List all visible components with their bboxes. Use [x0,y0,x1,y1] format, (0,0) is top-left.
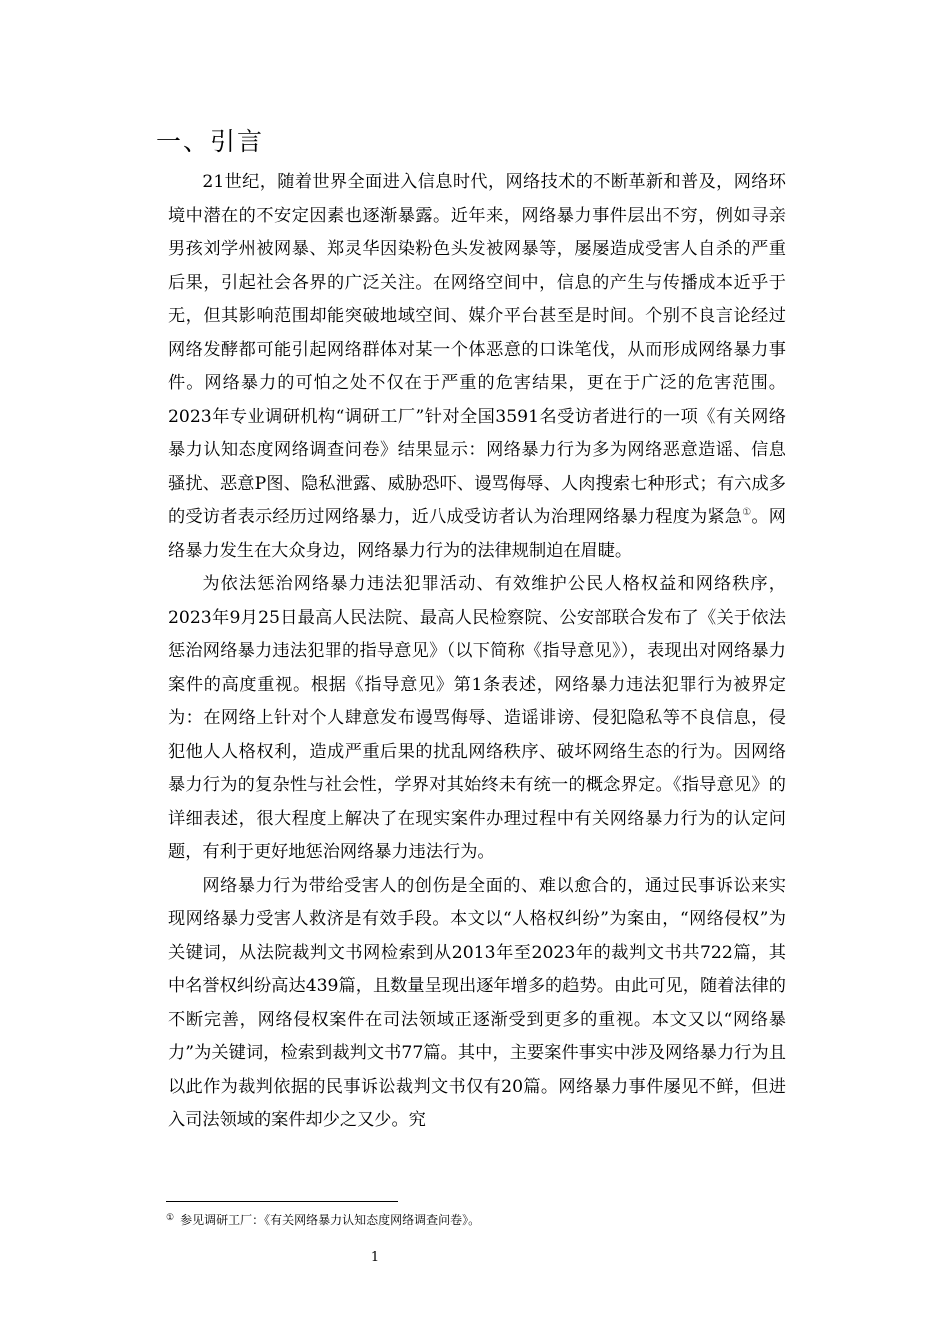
paragraph-1-text-b: 。网络暴力发生在大众身边，网络暴力行为的法律规制迫在眉睫。 [168,507,786,561]
section-heading: 一、引言 [156,127,265,156]
footnote [166,1208,786,1230]
paragraph-2 [168,568,786,870]
footnote-text: 参见调研工厂：《有关网络暴力认知态度网络调查问卷》。 [180,1213,481,1227]
paragraph-2-text: 为依法惩治网络暴力违法犯罪活动、有效维护公民人格权益和网络秩序，2023年9月25日最高人民法院、最高人民检察院、公安部联合发布了《关于依法惩治网络暴力违法犯罪的指导意见》（以下简称《指导意见》），表现出对网络暴力案件的高度重视。根据《指导意见》第1条表述，网络暴力违法犯罪行为被界定为：在网络上针对个人肆意发布谩骂侮辱、造谣诽谤、侵犯隐私等不良信息，侵犯他人人格权利，造成严重后果的扰乱网络秩序、破坏网络生态的行为。因网络暴力行为的复杂性与社会性，学界对其始终未有统一的概念界定。《指导意见》的详细表述，很大程度上解决了在现实案件办理过程中有关网络暴力行为的认定问题，有利于更好地惩治网络暴力违法行为。 [168,574,786,862]
paragraph-3-text: 网络暴力行为带给受害人的创伤是全面的、难以愈合的，通过民事诉讼来实现网络暴力受害人救济是有效手段。本文以“人格权纠纷”为案由，“网络侵权”为关键词，从法院裁判文书网检索到从2013年至2023年的裁判文书共722篇，其中名誉权纠纷高达439篇，且数量呈现出逐年增多的趋势。由此可见，随着法律的不断完善，网络侵权案件在司法领域正逐渐受到更多的重视。本文又以“网络暴力”为关键词，检索到裁判文书77篇。其中，主要案件事实中涉及网络暴力行为且以此作为裁判依据的民事诉讼裁判文书仅有20篇。网络暴力事件屡见不鲜，但进入司法领域的案件却少之又少。究 [168,875,786,1130]
footnote-reference[interactable]: ① [742,507,752,518]
paragraph-1 [168,166,786,568]
footnote-mark: ① [166,1213,175,1223]
body-text [168,166,786,1138]
footnote-separator [166,1201,398,1202]
paragraph-1-text-a: 21世纪，随着世界全面进入信息时代，网络技术的不断革新和普及，网络环境中潜在的不安定因素也逐渐暴露。近年来，网络暴力事件层出不穷，例如寻亲男孩刘学州被网暴、郑灵华因染粉色头发被网暴等，屡屡造成受害人自杀的严重后果，引起社会各界的广泛关注。在网络空间中，信息的产生与传播成本近乎于无，但其影响范围却能突破地域空间、媒介平台甚至是时间。个别不良言论经过网络发酵都可能引起网络群体对某一个体恶意的口诛笔伐，从而形成网络暴力事件。网络暴力的可怕之处不仅在于严重的危害结果，更在于广泛的危害范围。2023年专业调研机构“调研工厂”针对全国3591名受访者进行的一项《有关网络暴力认知态度网络调查问卷》结果显示：网络暴力行为多为网络恶意造谣、信息骚扰、恶意P图、隐私泄露、威胁恐吓、谩骂侮辱、人肉搜索七种形式；有六成多的受访者表示经历过网络暴力，近八成受访者认为治理网络暴力程度为紧急 [168,172,786,527]
paragraph-3 [168,870,786,1138]
page-number: 1 [370,1250,380,1265]
